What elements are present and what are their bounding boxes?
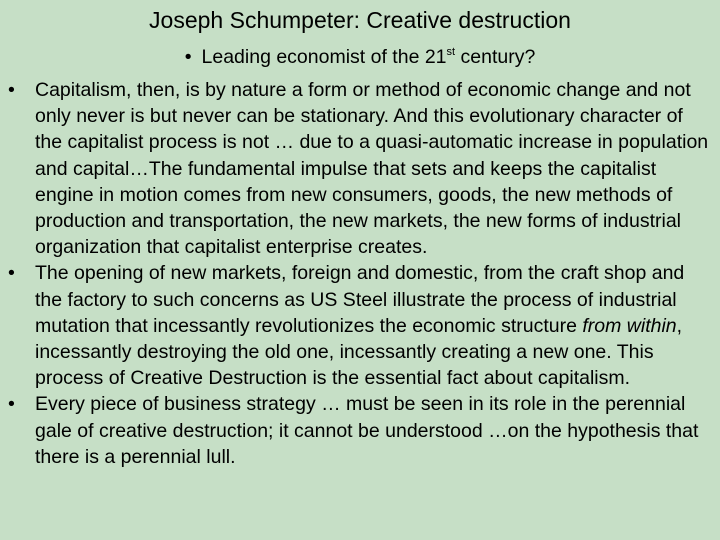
bullet-item-business-strategy [8,391,714,470]
subtitle-text: Leading economist of the 21 [201,46,447,68]
bullet-marker: • [8,79,15,101]
subtitle-superscript: st [446,46,456,58]
bullet-marker: • [8,262,15,285]
subtitle-bullet [0,44,720,70]
bullet-text: The opening of new markets, foreign and domestic, from the craft shop and the factory to such concerns as US Steel illustrate the process of industrial mutation that incessantly revolutionizes the economic structure [35,262,685,337]
subtitle-bullet-marker: • [184,46,192,68]
bullet-text: Capitalism, then, is by nature a form or method of economic change and not only never is but never can be stationary. And this evolutionary character of the capitalist process is not … due to a quasi-automatic increase in population and capital…The fundamental impulse that sets and keeps the capitalist engine in motion comes from new consumers, goods, the new methods of production and transportation, the new markets, the new forms of industrial organization that capitalist enterprise creates. [35,79,709,259]
bullet-text: Every piece of business strategy … must be seen in its role in the perennial gale of creative destruction; it cannot be understood …on the hypothesis that there is a perennial lull. [35,393,699,468]
subtitle-text-end: century? [455,46,536,68]
bullet-text-italic: from within [582,314,677,337]
bullet-marker: • [8,393,15,416]
bullet-item-capitalism-change [8,77,714,260]
slide-title: Joseph Schumpeter: Creative destruction [149,7,571,33]
bullet-list [8,77,714,470]
bullet-item-new-markets [8,260,714,391]
bullet-text-end: , incessantly destroying the old one, incessantly creating a new one. This process of Creative Destruction is the essential fact about capitalism. [35,314,683,390]
